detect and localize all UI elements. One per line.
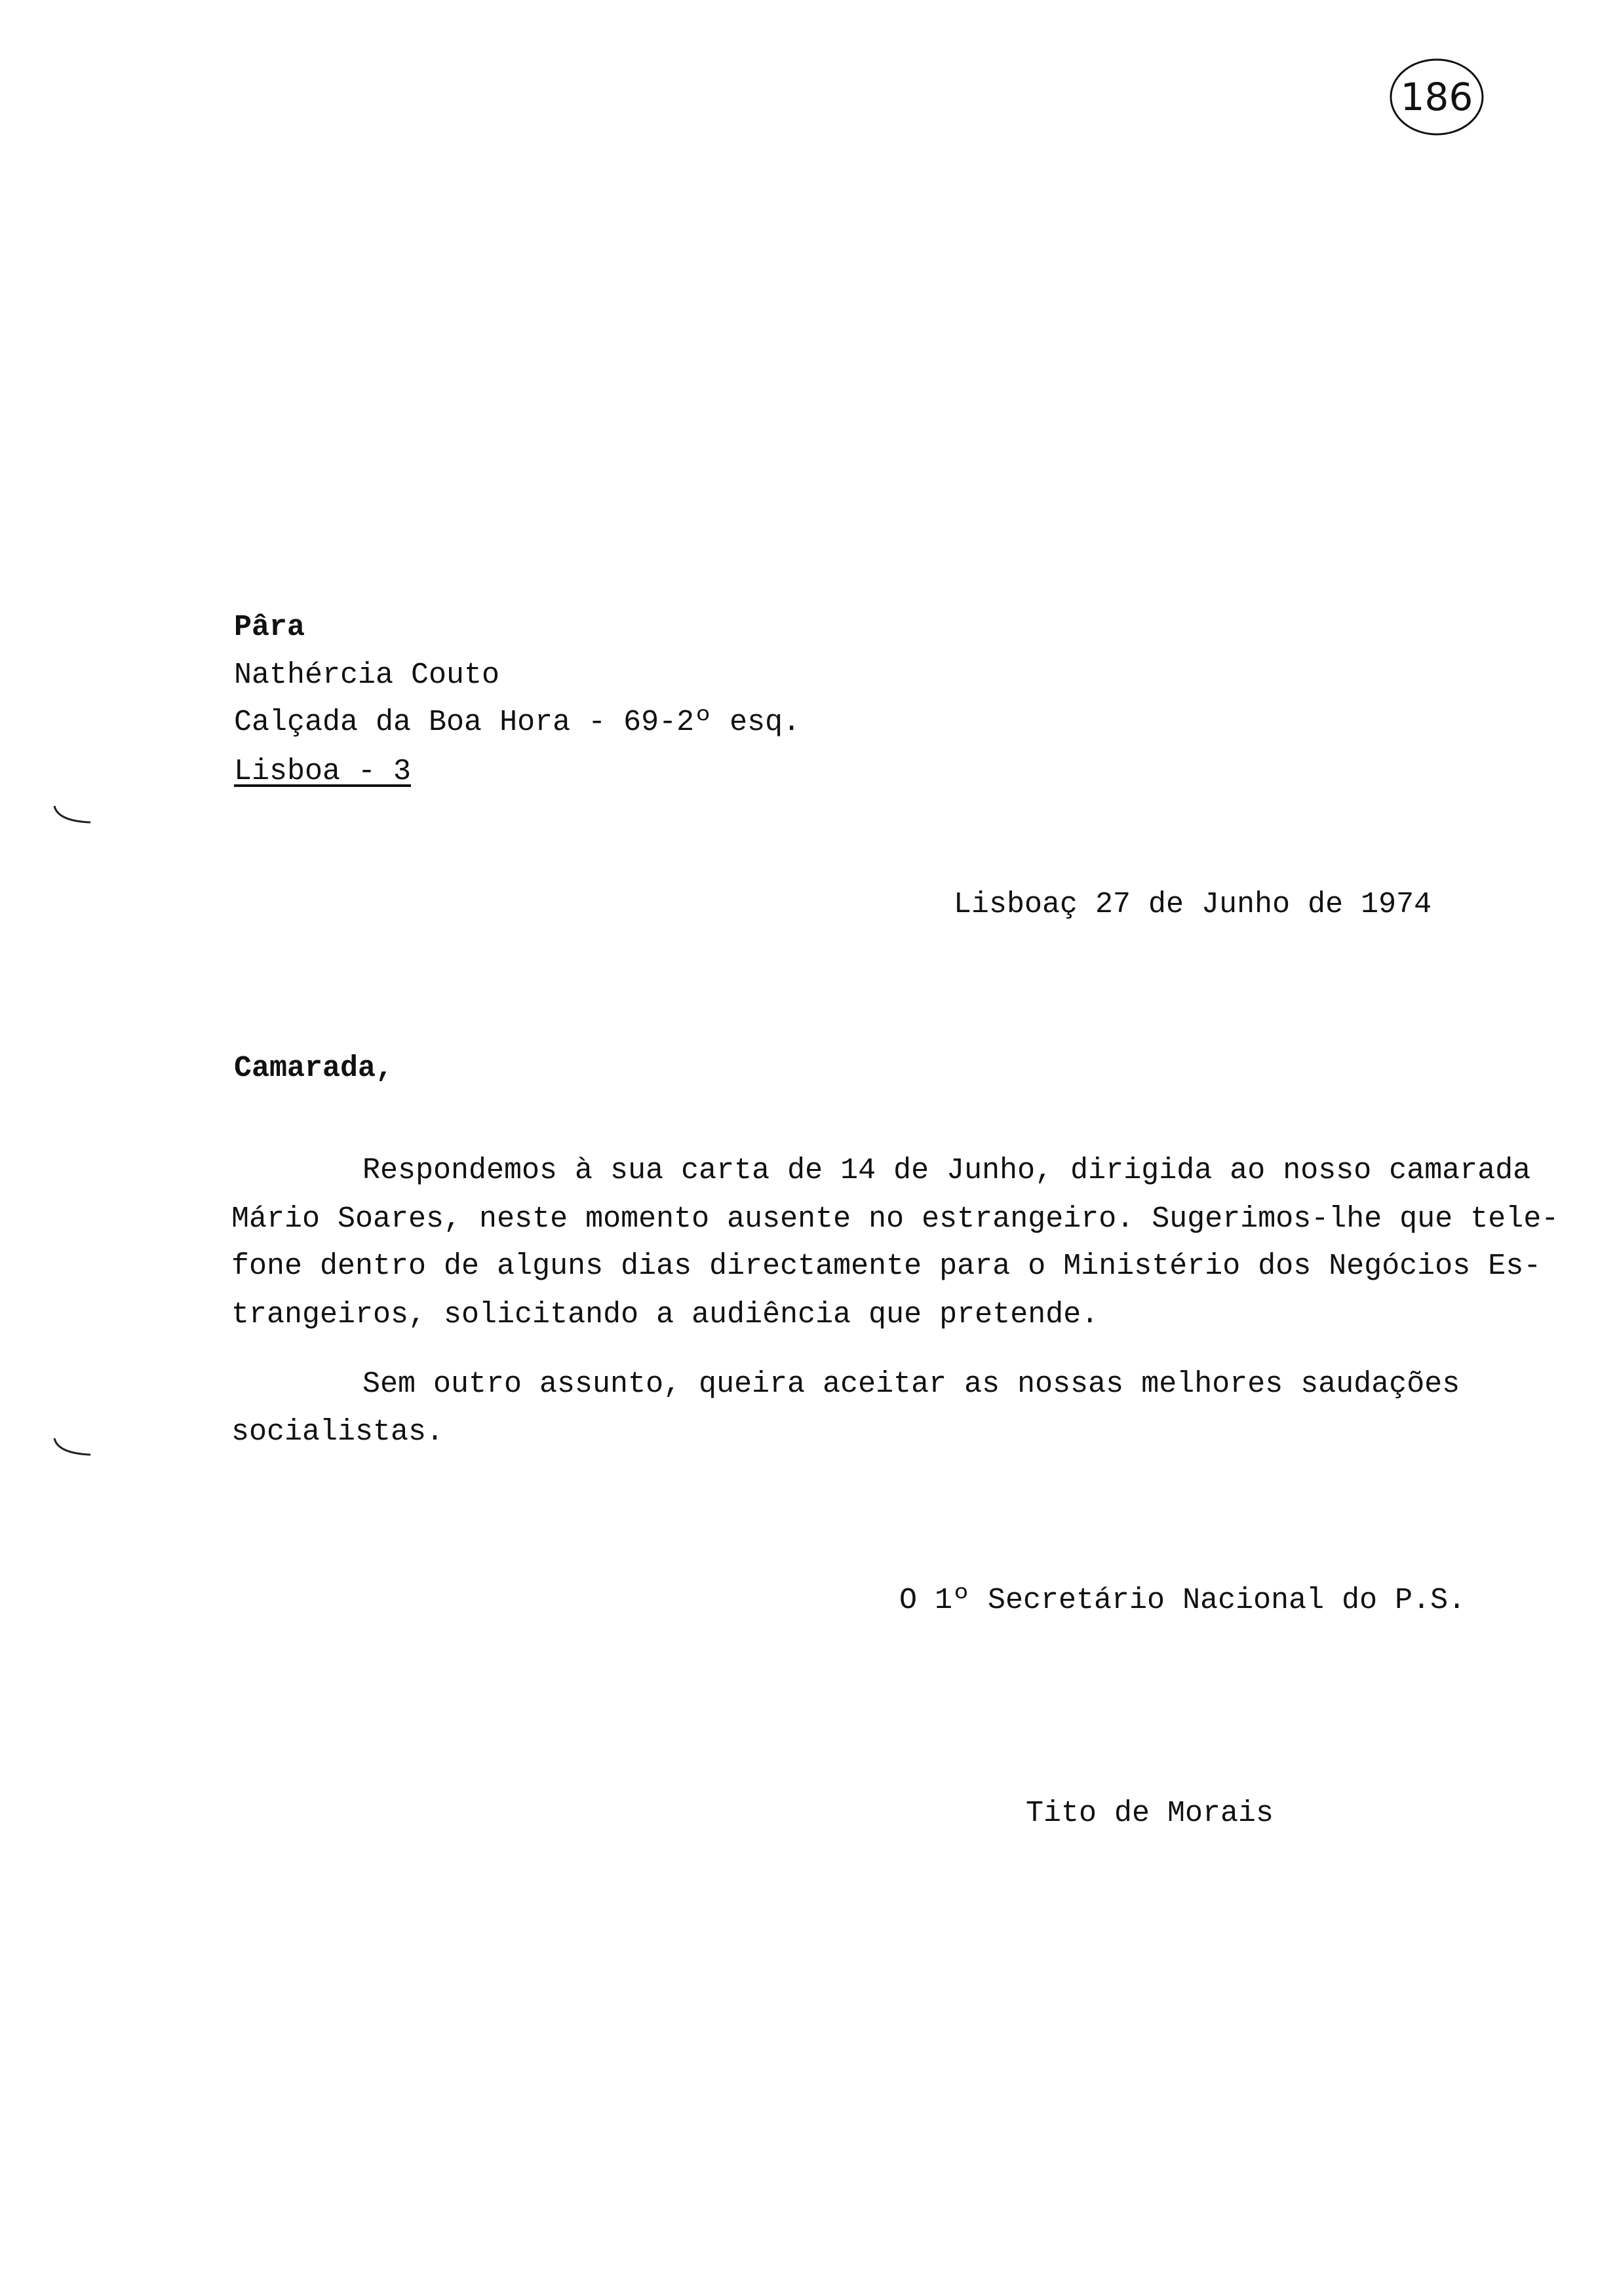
recipient-name: Nathércia Couto: [234, 659, 500, 692]
signature-name: Tito de Morais: [1026, 1797, 1274, 1830]
body-p1-line3: fone dentro de alguns dias directamente para o Ministério dos Negócios Es-: [231, 1250, 1542, 1283]
margin-mark-bottom: [51, 1435, 97, 1461]
body-p1-line4: trangeiros, solicitando a audiência que pretende.: [231, 1298, 1099, 1331]
recipient-label: Pâra: [234, 611, 305, 644]
dateline: Lisboaç 27 de Junho de 1974: [954, 888, 1432, 921]
folio-number: 186: [1400, 74, 1473, 119]
salutation: Camarada,: [234, 1052, 394, 1085]
body-p1-line2: Mário Soares, neste momento ausente no estrangeiro. Sugerimos-lhe que tele-: [231, 1202, 1559, 1236]
recipient-city: Lisboa - 3: [234, 755, 412, 788]
signature-title: O 1º Secretário Nacional do P.S.: [899, 1584, 1466, 1617]
margin-mark-top: [51, 803, 97, 829]
recipient-street: Calçada da Boa Hora - 69-2º esq.: [234, 706, 801, 739]
body-p2-line2: socialistas.: [231, 1415, 444, 1449]
body-p1-line1: Respondemos à sua carta de 14 de Junho, dirigida ao nosso camarada: [362, 1154, 1531, 1187]
folio-stamp: [1388, 56, 1486, 138]
body-p2-line1: Sem outro assunto, queira aceitar as nossas melhores saudações: [362, 1368, 1460, 1401]
